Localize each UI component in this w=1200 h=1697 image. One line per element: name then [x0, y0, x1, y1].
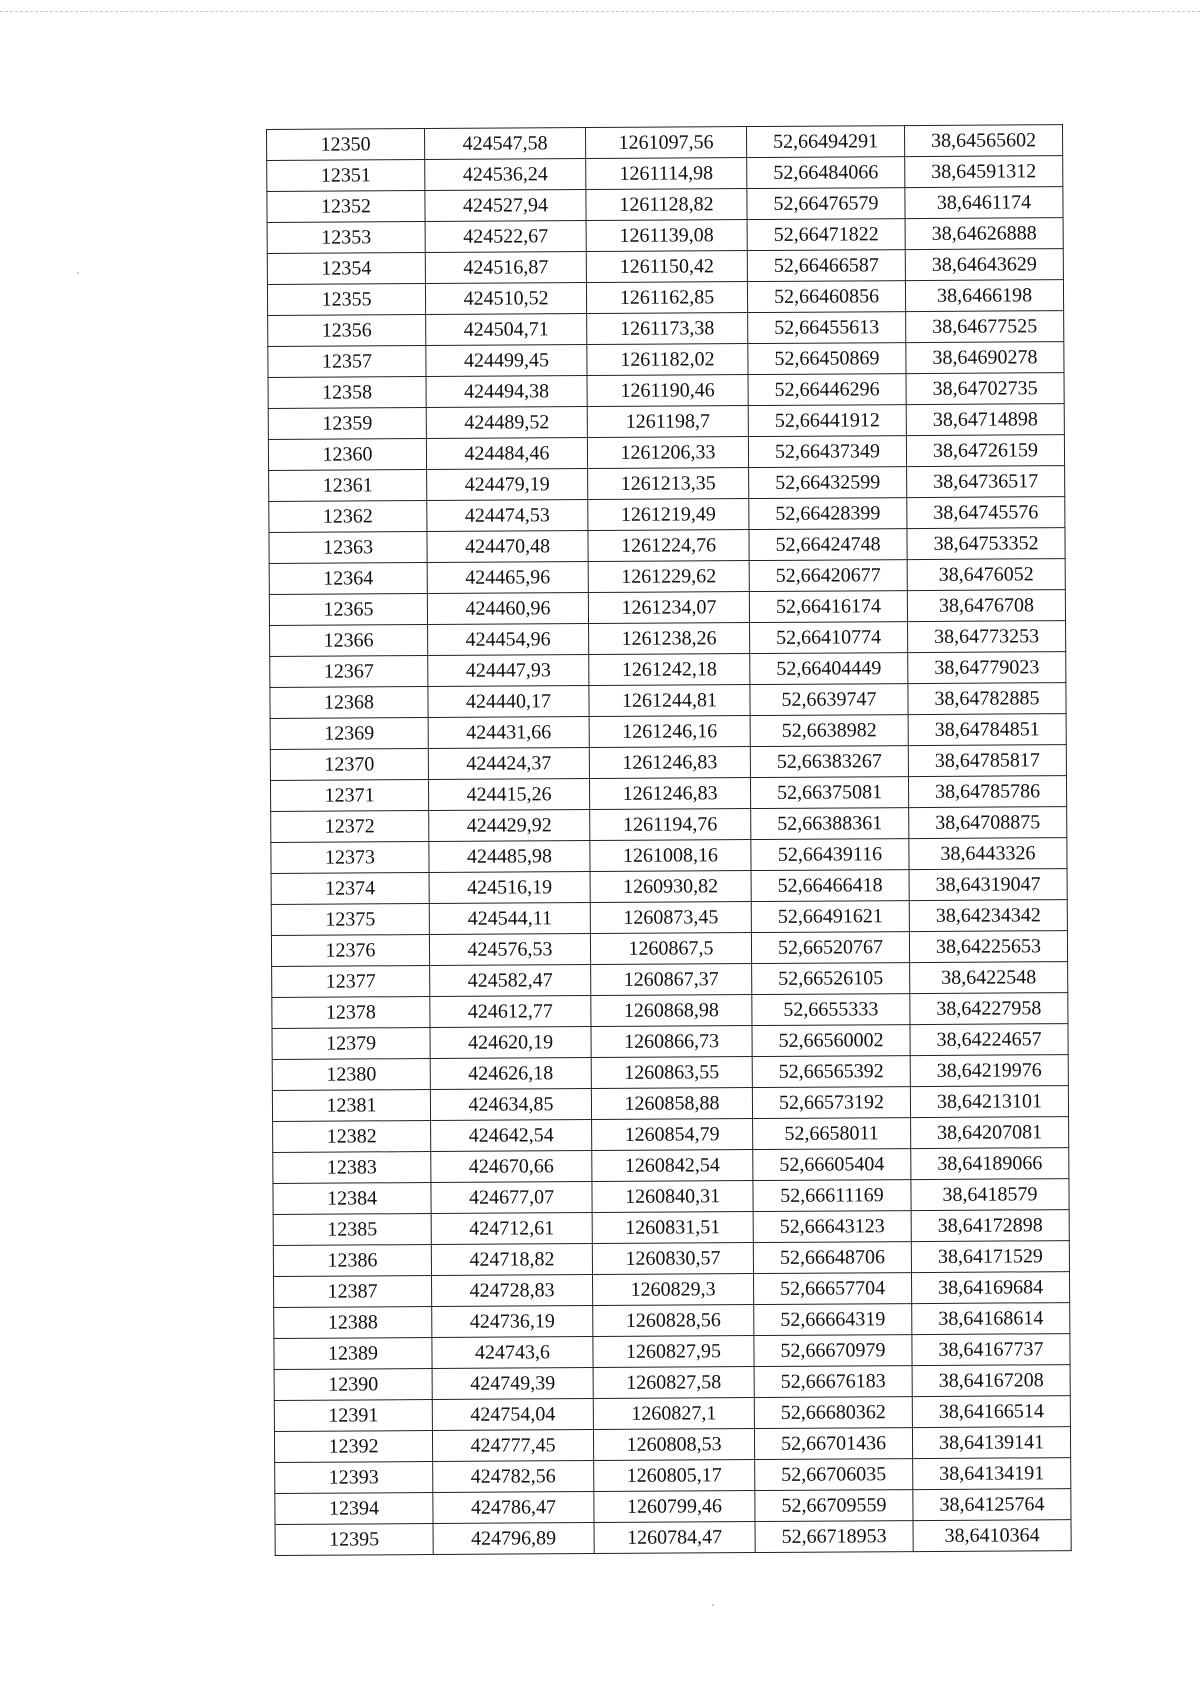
longitude-cell: 38,6476708 [907, 590, 1065, 622]
longitude-cell: 38,64171529 [911, 1241, 1069, 1273]
x-coordinate-cell: 424499,45 [426, 345, 587, 377]
x-coordinate-cell: 424516,87 [425, 252, 586, 284]
table-row [267, 156, 1063, 192]
y-coordinate-cell: 1260840,31 [592, 1181, 753, 1213]
point-number-cell: 12394 [275, 1493, 433, 1525]
y-coordinate-cell: 1261219,49 [588, 499, 749, 531]
y-coordinate-cell: 1261206,33 [587, 437, 748, 469]
longitude-cell: 38,6418579 [911, 1179, 1069, 1211]
latitude-cell: 52,66718953 [755, 1521, 913, 1553]
table-row [274, 1334, 1070, 1370]
table-row [275, 1489, 1071, 1525]
latitude-cell: 52,66375081 [750, 777, 908, 809]
latitude-cell: 52,66466418 [751, 870, 909, 902]
point-number-cell: 12354 [267, 253, 425, 285]
longitude-cell: 38,64677525 [906, 311, 1064, 343]
table-row [270, 776, 1066, 812]
longitude-cell: 38,64166514 [912, 1396, 1070, 1428]
y-coordinate-cell: 1261162,85 [586, 282, 747, 314]
latitude-cell: 52,66648706 [753, 1242, 911, 1274]
longitude-cell: 38,64139141 [912, 1427, 1070, 1459]
x-coordinate-cell: 424796,89 [433, 1523, 594, 1555]
x-coordinate-cell: 424712,61 [431, 1213, 592, 1245]
table-row [273, 1210, 1069, 1246]
y-coordinate-cell: 1261242,18 [589, 654, 750, 686]
y-coordinate-cell: 1260805,17 [594, 1460, 755, 1492]
point-number-cell: 12366 [270, 625, 428, 657]
y-coordinate-cell: 1261246,16 [589, 716, 750, 748]
x-coordinate-cell: 424677,07 [431, 1182, 592, 1214]
latitude-cell: 52,66441912 [748, 405, 906, 437]
y-coordinate-cell: 1261114,98 [586, 158, 747, 190]
table-row [273, 1241, 1069, 1277]
table-row [267, 280, 1063, 316]
x-coordinate-cell: 424743,6 [432, 1337, 593, 1369]
table-row [270, 745, 1066, 781]
table-row [268, 342, 1064, 378]
latitude-cell: 52,66439116 [751, 839, 909, 871]
latitude-cell: 52,66424748 [749, 529, 907, 561]
latitude-cell: 52,6639747 [750, 684, 908, 716]
point-number-cell: 12390 [274, 1369, 432, 1401]
latitude-cell: 52,66573192 [752, 1087, 910, 1119]
y-coordinate-cell: 1261246,83 [589, 747, 750, 779]
latitude-cell: 52,66460856 [747, 281, 905, 313]
y-coordinate-cell: 1260863,55 [591, 1057, 752, 1089]
point-number-cell: 12360 [268, 439, 426, 471]
latitude-cell: 52,66455613 [748, 312, 906, 344]
table-row [274, 1427, 1070, 1463]
x-coordinate-cell: 424440,17 [428, 686, 589, 718]
longitude-cell: 38,64785817 [908, 745, 1066, 777]
x-coordinate-cell: 424522,67 [425, 221, 586, 253]
longitude-cell: 38,6422548 [910, 962, 1068, 994]
x-coordinate-cell: 424718,82 [431, 1244, 592, 1276]
scan-speck [712, 1604, 714, 1606]
longitude-cell: 38,64167208 [912, 1365, 1070, 1397]
latitude-cell: 52,66565392 [752, 1056, 910, 1088]
y-coordinate-cell: 1260827,1 [593, 1398, 754, 1430]
x-coordinate-cell: 424728,83 [432, 1275, 593, 1307]
latitude-cell: 52,66643123 [753, 1211, 911, 1243]
table-row [268, 435, 1064, 471]
x-coordinate-cell: 424527,94 [425, 190, 586, 222]
latitude-cell: 52,66706035 [755, 1459, 913, 1491]
y-coordinate-cell: 1261128,82 [586, 189, 747, 221]
point-number-cell: 12350 [267, 129, 425, 161]
x-coordinate-cell: 424749,39 [432, 1368, 593, 1400]
longitude-cell: 38,6461174 [905, 187, 1063, 219]
y-coordinate-cell: 1261244,81 [589, 685, 750, 717]
latitude-cell: 52,66657704 [754, 1273, 912, 1305]
latitude-cell: 52,66484066 [747, 157, 905, 189]
point-number-cell: 12389 [274, 1338, 432, 1370]
latitude-cell: 52,6638982 [750, 715, 908, 747]
point-number-cell: 12355 [267, 284, 425, 316]
y-coordinate-cell: 1261198,7 [587, 406, 748, 438]
longitude-cell: 38,64227958 [910, 993, 1068, 1025]
point-number-cell: 12357 [268, 346, 426, 378]
x-coordinate-cell: 424547,58 [425, 128, 586, 160]
page-top-edge [0, 11, 1200, 12]
point-number-cell: 12361 [269, 470, 427, 502]
latitude-cell: 52,66404449 [750, 653, 908, 685]
table-row [274, 1396, 1070, 1432]
table-row [267, 249, 1063, 285]
latitude-cell: 52,66428399 [749, 498, 907, 530]
table-row [267, 187, 1063, 223]
x-coordinate-cell: 424454,96 [428, 624, 589, 656]
longitude-cell: 38,64189066 [911, 1148, 1069, 1180]
longitude-cell: 38,64167737 [912, 1334, 1070, 1366]
x-coordinate-cell: 424576,53 [429, 934, 590, 966]
table-row [274, 1365, 1070, 1401]
table-row [272, 1086, 1068, 1122]
longitude-cell: 38,64169684 [911, 1272, 1069, 1304]
table-row [275, 1458, 1071, 1494]
point-number-cell: 12387 [274, 1276, 432, 1308]
y-coordinate-cell: 1260827,58 [593, 1367, 754, 1399]
point-number-cell: 12367 [270, 656, 428, 688]
table-row [272, 962, 1068, 998]
y-coordinate-cell: 1260784,47 [594, 1522, 755, 1554]
table-row [269, 528, 1065, 564]
longitude-cell: 38,64207081 [911, 1117, 1069, 1149]
x-coordinate-cell: 424474,53 [427, 500, 588, 532]
y-coordinate-cell: 1260867,5 [590, 933, 751, 965]
latitude-cell: 52,6655333 [752, 994, 910, 1026]
point-number-cell: 12392 [274, 1431, 432, 1463]
point-number-cell: 12358 [268, 377, 426, 409]
x-coordinate-cell: 424460,96 [427, 593, 588, 625]
longitude-cell: 38,6466198 [905, 280, 1063, 312]
coordinates-table [266, 124, 1072, 1556]
latitude-cell: 52,6658011 [753, 1118, 911, 1150]
longitude-cell: 38,64225653 [909, 931, 1067, 963]
table-row [267, 125, 1063, 161]
longitude-cell: 38,6410364 [913, 1520, 1071, 1552]
y-coordinate-cell: 1261224,76 [588, 530, 749, 562]
latitude-cell: 52,66446296 [748, 374, 906, 406]
latitude-cell: 52,66494291 [746, 126, 904, 158]
table-row [270, 683, 1066, 719]
table-row [268, 404, 1064, 440]
x-coordinate-cell: 424582,47 [430, 965, 591, 997]
point-number-cell: 12384 [273, 1183, 431, 1215]
y-coordinate-cell: 1261194,76 [590, 809, 751, 841]
x-coordinate-cell: 424465,96 [427, 562, 588, 594]
longitude-cell: 38,64319047 [909, 869, 1067, 901]
point-number-cell: 12368 [270, 687, 428, 719]
y-coordinate-cell: 1260829,3 [593, 1274, 754, 1306]
table-row [270, 621, 1066, 657]
latitude-cell: 52,66701436 [754, 1428, 912, 1460]
point-number-cell: 12374 [271, 873, 429, 905]
x-coordinate-cell: 424782,56 [433, 1461, 594, 1493]
point-number-cell: 12388 [274, 1307, 432, 1339]
latitude-cell: 52,66420677 [749, 560, 907, 592]
x-coordinate-cell: 424634,85 [430, 1089, 591, 1121]
x-coordinate-cell: 424536,24 [425, 159, 586, 191]
point-number-cell: 12372 [271, 811, 429, 843]
longitude-cell: 38,64213101 [910, 1086, 1068, 1118]
point-number-cell: 12359 [268, 408, 426, 440]
table-row [274, 1303, 1070, 1339]
latitude-cell: 52,66466587 [747, 250, 905, 282]
table-row [269, 559, 1065, 595]
point-number-cell: 12375 [271, 904, 429, 936]
longitude-cell: 38,64753352 [907, 528, 1065, 560]
y-coordinate-cell: 1260858,88 [591, 1088, 752, 1120]
table-row [268, 373, 1064, 409]
longitude-cell: 38,64565602 [904, 125, 1062, 157]
point-number-cell: 12379 [272, 1028, 430, 1060]
longitude-cell: 38,64773253 [908, 621, 1066, 653]
latitude-cell: 52,66450869 [748, 343, 906, 375]
point-number-cell: 12391 [274, 1400, 432, 1432]
longitude-cell: 38,64690278 [906, 342, 1064, 374]
point-number-cell: 12393 [275, 1462, 433, 1494]
y-coordinate-cell: 1260868,98 [591, 995, 752, 1027]
table-row [274, 1272, 1070, 1308]
longitude-cell: 38,64785786 [908, 776, 1066, 808]
latitude-cell: 52,66526105 [752, 963, 910, 995]
x-coordinate-cell: 424415,26 [428, 779, 589, 811]
longitude-cell: 38,64736517 [907, 466, 1065, 498]
table-row [268, 311, 1064, 347]
latitude-cell: 52,66664319 [754, 1304, 912, 1336]
y-coordinate-cell: 1261182,02 [587, 344, 748, 376]
point-number-cell: 12395 [275, 1524, 433, 1556]
latitude-cell: 52,66491621 [751, 901, 909, 933]
table-row [273, 1117, 1069, 1153]
y-coordinate-cell: 1260827,95 [593, 1336, 754, 1368]
table-row [269, 590, 1065, 626]
table-row [272, 1024, 1068, 1060]
point-number-cell: 12378 [272, 997, 430, 1029]
y-coordinate-cell: 1261150,42 [586, 251, 747, 283]
x-coordinate-cell: 424504,71 [426, 314, 587, 346]
longitude-cell: 38,64234342 [909, 900, 1067, 932]
y-coordinate-cell: 1260866,73 [591, 1026, 752, 1058]
x-coordinate-cell: 424612,77 [430, 996, 591, 1028]
table-row [271, 807, 1067, 843]
x-coordinate-cell: 424494,38 [426, 376, 587, 408]
y-coordinate-cell: 1261173,38 [587, 313, 748, 345]
point-number-cell: 12369 [270, 718, 428, 750]
y-coordinate-cell: 1261213,35 [588, 468, 749, 500]
latitude-cell: 52,66520767 [751, 932, 909, 964]
point-number-cell: 12362 [269, 501, 427, 533]
latitude-cell: 52,66437349 [748, 436, 906, 468]
point-number-cell: 12381 [272, 1090, 430, 1122]
y-coordinate-cell: 1260799,46 [594, 1491, 755, 1523]
coordinates-table-body [267, 125, 1072, 1556]
table-row [273, 1179, 1069, 1215]
x-coordinate-cell: 424626,18 [430, 1058, 591, 1090]
table-row [267, 218, 1063, 254]
longitude-cell: 38,64224657 [910, 1024, 1068, 1056]
latitude-cell: 52,66605404 [753, 1149, 911, 1181]
table-row [273, 1148, 1069, 1184]
latitude-cell: 52,66670979 [754, 1335, 912, 1367]
latitude-cell: 52,66471822 [747, 219, 905, 251]
point-number-cell: 12364 [269, 563, 427, 595]
y-coordinate-cell: 1261097,56 [585, 127, 746, 159]
point-number-cell: 12382 [273, 1121, 431, 1153]
y-coordinate-cell: 1261229,62 [588, 561, 749, 593]
longitude-cell: 38,64591312 [905, 156, 1063, 188]
x-coordinate-cell: 424670,66 [431, 1151, 592, 1183]
x-coordinate-cell: 424485,98 [429, 841, 590, 873]
y-coordinate-cell: 1260808,53 [593, 1429, 754, 1461]
y-coordinate-cell: 1260828,56 [593, 1305, 754, 1337]
point-number-cell: 12365 [269, 594, 427, 626]
table-row [272, 1055, 1068, 1091]
table-row [272, 993, 1068, 1029]
y-coordinate-cell: 1261234,07 [588, 592, 749, 624]
y-coordinate-cell: 1260873,45 [590, 902, 751, 934]
x-coordinate-cell: 424447,93 [428, 655, 589, 687]
longitude-cell: 38,64219976 [910, 1055, 1068, 1087]
point-number-cell: 12373 [271, 842, 429, 874]
point-number-cell: 12356 [268, 315, 426, 347]
point-number-cell: 12370 [270, 749, 428, 781]
table-row [275, 1520, 1071, 1556]
x-coordinate-cell: 424620,19 [430, 1027, 591, 1059]
x-coordinate-cell: 424510,52 [425, 283, 586, 315]
latitude-cell: 52,66560002 [752, 1025, 910, 1057]
latitude-cell: 52,66416174 [749, 591, 907, 623]
latitude-cell: 52,66410774 [750, 622, 908, 654]
scan-speck [77, 272, 79, 274]
latitude-cell: 52,66611169 [753, 1180, 911, 1212]
point-number-cell: 12353 [267, 222, 425, 254]
x-coordinate-cell: 424736,19 [432, 1306, 593, 1338]
x-coordinate-cell: 424470,48 [427, 531, 588, 563]
longitude-cell: 38,64726159 [906, 435, 1064, 467]
y-coordinate-cell: 1261139,08 [586, 220, 747, 252]
longitude-cell: 38,64134191 [913, 1458, 1071, 1490]
table-row [271, 869, 1067, 905]
point-number-cell: 12352 [267, 191, 425, 223]
y-coordinate-cell: 1260867,37 [591, 964, 752, 996]
longitude-cell: 38,64745576 [907, 497, 1065, 529]
point-number-cell: 12383 [273, 1152, 431, 1184]
longitude-cell: 38,64708875 [909, 807, 1067, 839]
point-number-cell: 12363 [269, 532, 427, 564]
x-coordinate-cell: 424786,47 [433, 1492, 594, 1524]
x-coordinate-cell: 424431,66 [428, 717, 589, 749]
x-coordinate-cell: 424777,45 [432, 1430, 593, 1462]
y-coordinate-cell: 1261246,83 [589, 778, 750, 810]
x-coordinate-cell: 424516,19 [429, 872, 590, 904]
point-number-cell: 12371 [270, 780, 428, 812]
longitude-cell: 38,64643629 [905, 249, 1063, 281]
latitude-cell: 52,66476579 [747, 188, 905, 220]
latitude-cell: 52,66676183 [754, 1366, 912, 1398]
y-coordinate-cell: 1261190,46 [587, 375, 748, 407]
longitude-cell: 38,6476052 [907, 559, 1065, 591]
table-row [271, 931, 1067, 967]
latitude-cell: 52,66388361 [751, 808, 909, 840]
longitude-cell: 38,6443326 [909, 838, 1067, 870]
latitude-cell: 52,66709559 [755, 1490, 913, 1522]
point-number-cell: 12385 [273, 1214, 431, 1246]
x-coordinate-cell: 424642,54 [431, 1120, 592, 1152]
y-coordinate-cell: 1260930,82 [590, 871, 751, 903]
y-coordinate-cell: 1260842,54 [592, 1150, 753, 1182]
x-coordinate-cell: 424544,11 [429, 903, 590, 935]
latitude-cell: 52,66680362 [754, 1397, 912, 1429]
y-coordinate-cell: 1261008,16 [590, 840, 751, 872]
longitude-cell: 38,64714898 [906, 404, 1064, 436]
point-number-cell: 12380 [272, 1059, 430, 1091]
x-coordinate-cell: 424424,37 [428, 748, 589, 780]
longitude-cell: 38,64125764 [913, 1489, 1071, 1521]
x-coordinate-cell: 424489,52 [426, 407, 587, 439]
table-row [269, 497, 1065, 533]
y-coordinate-cell: 1261238,26 [589, 623, 750, 655]
longitude-cell: 38,64702735 [906, 373, 1064, 405]
x-coordinate-cell: 424484,46 [426, 438, 587, 470]
table-row [271, 838, 1067, 874]
x-coordinate-cell: 424754,04 [432, 1399, 593, 1431]
table-row [271, 900, 1067, 936]
longitude-cell: 38,64784851 [908, 714, 1066, 746]
latitude-cell: 52,66432599 [749, 467, 907, 499]
table-row [270, 652, 1066, 688]
point-number-cell: 12377 [272, 966, 430, 998]
point-number-cell: 12376 [271, 935, 429, 967]
longitude-cell: 38,64782885 [908, 683, 1066, 715]
point-number-cell: 12386 [273, 1245, 431, 1277]
y-coordinate-cell: 1260831,51 [592, 1212, 753, 1244]
x-coordinate-cell: 424479,19 [427, 469, 588, 501]
latitude-cell: 52,66383267 [750, 746, 908, 778]
longitude-cell: 38,64172898 [911, 1210, 1069, 1242]
y-coordinate-cell: 1260830,57 [592, 1243, 753, 1275]
longitude-cell: 38,64779023 [908, 652, 1066, 684]
x-coordinate-cell: 424429,92 [429, 810, 590, 842]
longitude-cell: 38,64168614 [912, 1303, 1070, 1335]
table-row [269, 466, 1065, 502]
y-coordinate-cell: 1260854,79 [592, 1119, 753, 1151]
table-row [270, 714, 1066, 750]
longitude-cell: 38,64626888 [905, 218, 1063, 250]
point-number-cell: 12351 [267, 160, 425, 192]
